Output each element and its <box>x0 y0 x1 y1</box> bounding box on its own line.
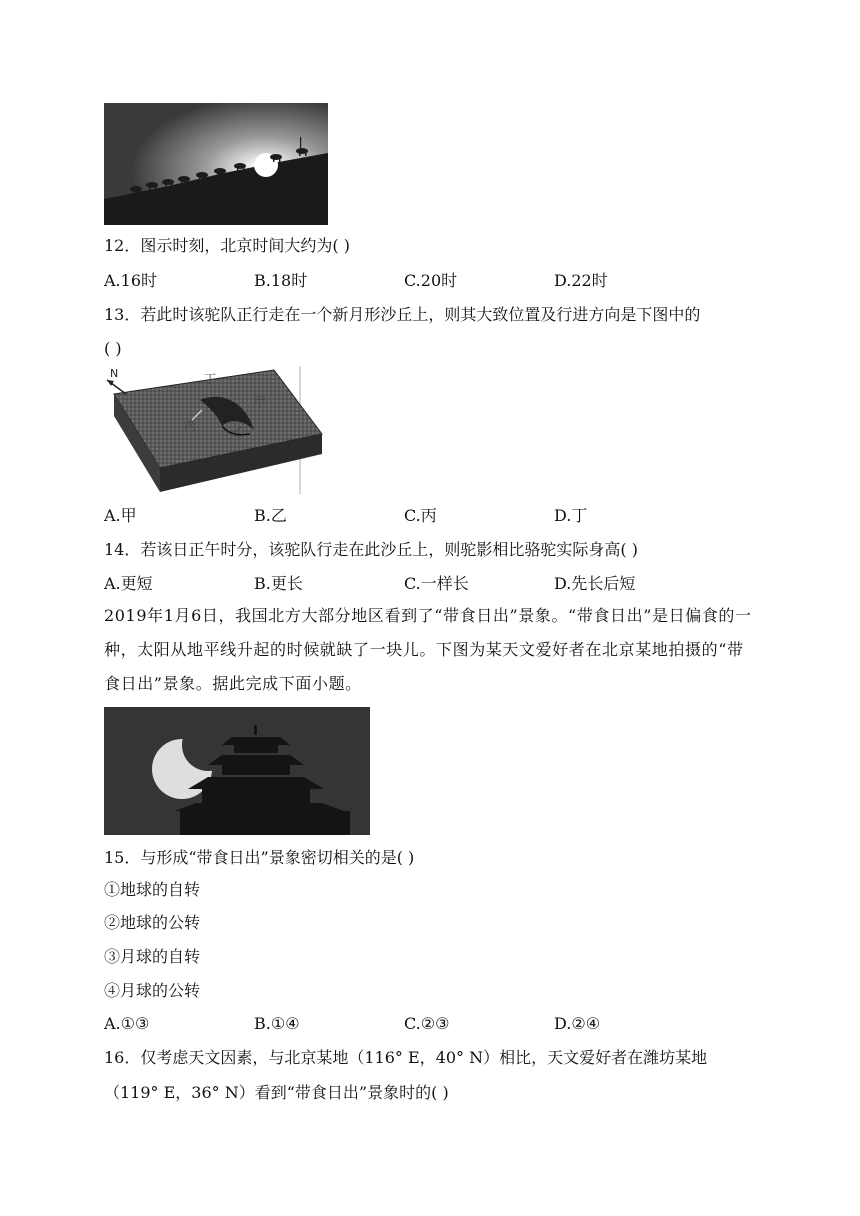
eclipse-sunrise-photo <box>104 707 370 835</box>
question-12-stem: 12．图示时刻，北京时间大约为( ) <box>104 236 350 255</box>
question-15-item-4: ④月球的公转 <box>104 981 201 1000</box>
label-yi: 乙 <box>232 425 245 439</box>
option-b[interactable]: B.乙 <box>254 506 287 525</box>
option-c[interactable]: C.②③ <box>404 1014 450 1033</box>
question-15-options <box>104 1012 764 1036</box>
question-14-options <box>104 572 764 596</box>
option-c[interactable]: C.一样长 <box>404 574 469 593</box>
option-d[interactable]: D.22时 <box>554 271 608 290</box>
question-16-stem-line2: （119° E，36° N）看到“带食日出”景象时的( ) <box>104 1083 449 1102</box>
option-b[interactable]: B.18时 <box>254 271 308 290</box>
option-d[interactable]: D.②④ <box>554 1014 601 1033</box>
option-a[interactable]: A.更短 <box>104 574 153 593</box>
question-16-stem-line1: 16．仅考虑天文因素，与北京某地（116° E，40° N）相比，天文爱好者在潍坊某地 <box>104 1048 708 1067</box>
option-a[interactable]: A.甲 <box>104 506 137 525</box>
label-jia: 甲 <box>254 395 267 409</box>
option-d[interactable]: D.丁 <box>554 506 588 525</box>
question-13-stem-line1: 13．若此时该驼队正行走在一个新月形沙丘上，则其大致位置及行进方向是下图中的 <box>104 305 701 324</box>
camel-caravan-photo <box>104 103 328 225</box>
question-12-options <box>104 269 764 293</box>
option-a[interactable]: A.16时 <box>104 271 158 290</box>
option-b[interactable]: B.更长 <box>254 574 303 593</box>
question-14-stem: 14．若该日正午时分，该驼队行走在此沙丘上，则驼影相比骆驼实际身高( ) <box>104 540 638 559</box>
question-15-stem: 15．与形成“带食日出”景象密切相关的是( ) <box>104 848 415 867</box>
north-label: N <box>110 367 119 380</box>
label-bing: 丙 <box>184 419 197 433</box>
option-c[interactable]: C.20时 <box>404 271 458 290</box>
question-13-options <box>104 504 764 528</box>
question-15-item-1: ①地球的自转 <box>104 880 201 899</box>
question-15-item-3: ③月球的自转 <box>104 947 201 966</box>
crescent-dune-diagram <box>104 364 326 496</box>
option-c[interactable]: C.丙 <box>404 506 437 525</box>
option-a[interactable]: A.①③ <box>104 1014 150 1033</box>
option-b[interactable]: B.①④ <box>254 1014 300 1033</box>
label-ding: 丁 <box>204 372 217 386</box>
passage-text: 2019年1月6日，我国北方大部分地区看到了“带食日出”景象。“带食日出”是日偏食的一种，太阳从地平线升起的时候就缺了一块儿。下图为某天文爱好者在北京某地拍摄的“带食日出”景象。据此完成下面小题。 <box>104 606 752 693</box>
question-13-stem-line2: ( ) <box>104 339 122 358</box>
question-15-item-2: ②地球的公转 <box>104 913 201 932</box>
option-d[interactable]: D.先长后短 <box>554 574 636 593</box>
